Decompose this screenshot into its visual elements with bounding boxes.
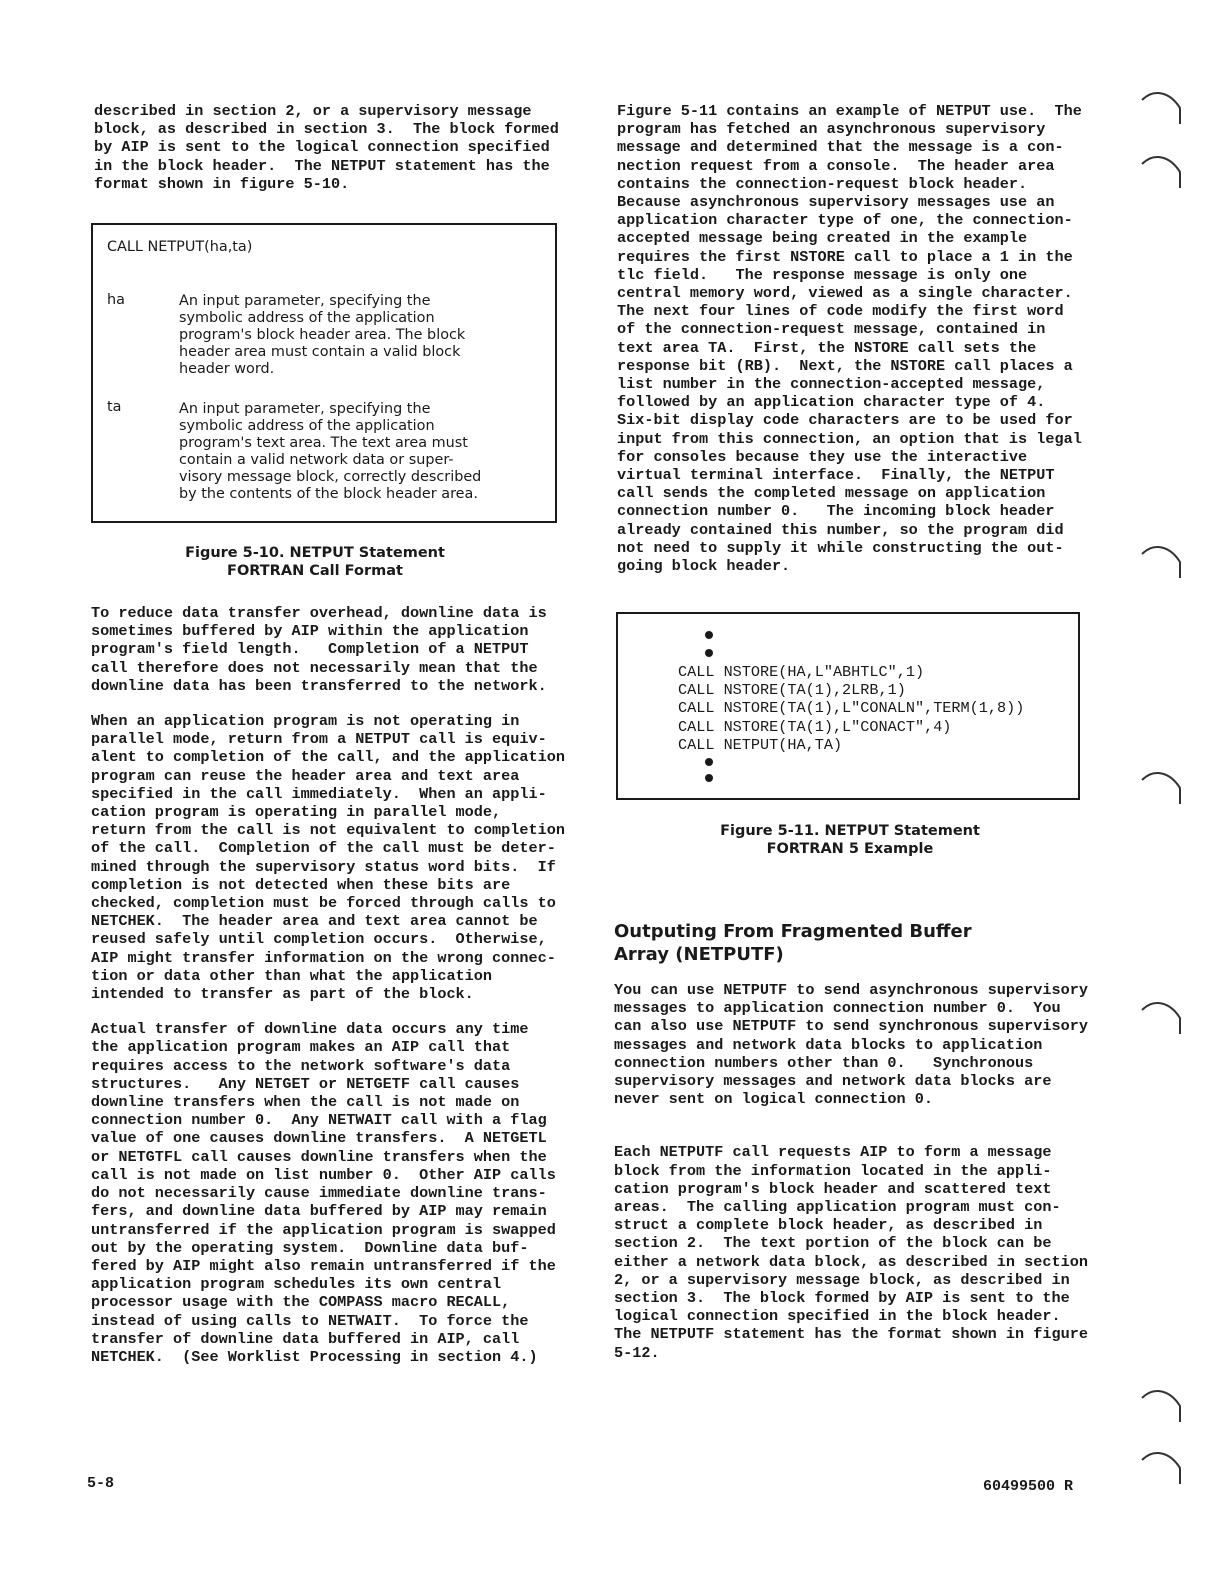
text-line: downline transfers when the call is not made on (91, 1093, 520, 1112)
text-line: parallel mode, return from a NETPUT call is equiv- (91, 730, 547, 749)
text-line: Each NETPUTF call requests AIP to form a message (614, 1143, 1052, 1162)
text-line: symbolic address of the application (179, 310, 435, 326)
text-line: value of one causes downline transfers. A NETGETL (91, 1129, 547, 1148)
text-line: The NETPUTF statement has the format shown in figure (614, 1325, 1088, 1344)
text-line: virtual terminal interface. Finally, the NETPUT (617, 466, 1055, 485)
ellipsis-dot-1 (705, 631, 713, 639)
text-line: call therefore does not necessarily mean that the (91, 658, 538, 677)
text-line: supervisory messages and network data blocks are (614, 1072, 1052, 1091)
text-line: CALL NSTORE(TA(1),L"CONALN",TERM(1,8)) (678, 699, 1025, 718)
left-paragraph-2 (91, 604, 566, 695)
text-line: contain a valid network data or super- (179, 452, 454, 468)
text-line: reused safely until completion occurs. Otherwise, (91, 930, 547, 949)
text-line: section 2. The text portion of the block can be (614, 1234, 1052, 1253)
text-line: block from the information located in the appli- (614, 1161, 1052, 1180)
text-line: header word. (179, 361, 275, 377)
text-line: NETCHEK. The header area and text area cannot be (91, 912, 538, 931)
text-line: never sent on logical connection 0. (614, 1090, 933, 1109)
left-paragraph-1 (94, 102, 564, 193)
figure-5-10-box (91, 223, 557, 523)
text-line: of the connection-request message, contained in (617, 320, 1046, 339)
text-line: checked, completion must be forced through calls to (91, 894, 556, 913)
text-line: can also use NETPUTF to send synchronous supervisory (614, 1017, 1088, 1036)
text-line: program's block header area. The block (179, 327, 466, 343)
margin-mark-icon (1140, 540, 1184, 584)
text-line: areas. The calling application program must con- (614, 1198, 1061, 1217)
text-line: connection number 0. Any NETWAIT call with a flag (91, 1111, 547, 1130)
text-line: Actual transfer of downline data occurs any time (91, 1020, 529, 1039)
figure-5-11-caption-line-2: FORTRAN 5 Example (766, 841, 934, 857)
text-line: application program schedules its own central (91, 1275, 502, 1294)
ellipsis-dot-2 (705, 649, 713, 657)
text-line: You can use NETPUTF to send asynchronous supervisory (614, 981, 1088, 999)
text-line: already contained this number, so the program did (617, 520, 1064, 539)
figure-5-10-caption-line-2: FORTRAN Call Format (227, 563, 403, 579)
page-number: 5-8 (87, 1475, 115, 1492)
section-heading (614, 920, 972, 966)
text-line: accepted message being created in the example (617, 229, 1028, 248)
text-line: header area must contain a valid block (179, 344, 461, 360)
text-line: by AIP is sent to the logical connection specified (94, 138, 550, 157)
left-column-lower (91, 604, 566, 1366)
text-line: The next four lines of code modify the first word (617, 302, 1064, 321)
right-paragraph-3 (614, 1143, 1089, 1361)
figure-5-11-caption-line-1: Figure 5-11. NETPUT Statement (720, 823, 980, 839)
text-line: requires access to the network software's data (91, 1056, 511, 1075)
text-line: logical connection specified in the block header. (614, 1307, 1061, 1326)
text-line: format shown in figure 5-10. (94, 174, 350, 193)
text-line: fered by AIP might also remain untransferred if the (91, 1256, 556, 1275)
text-line: 2, or a supervisory message block, as described in (614, 1270, 1070, 1289)
text-line: list number in the connection-accepted message, (617, 375, 1046, 394)
text-line: processor usage with the COMPASS macro RECALL, (91, 1293, 511, 1312)
text-line: NETCHEK. (See Worklist Processing in section 4.) (91, 1347, 538, 1366)
section-heading-line-1: Outputing From Fragmented Buffer (614, 921, 972, 942)
text-line: Figure 5-11 contains an example of NETPUT use. The (617, 102, 1082, 120)
ellipsis-dot-3 (705, 758, 713, 766)
text-line: tlc field. The response message is only one (617, 265, 1028, 284)
text-line: visory message block, correctly described (179, 469, 482, 485)
text-line: text area TA. First, the NSTORE call sets the (617, 338, 1037, 357)
margin-mark-icon (1140, 150, 1184, 194)
text-line: call is not made on list number 0. Other AIP calls (91, 1165, 556, 1184)
text-line: downline data has been transferred to the network. (91, 676, 547, 695)
text-line: return from the call is not equivalent to completion (91, 821, 565, 840)
figure-5-10-caption (160, 544, 470, 580)
text-line: not need to supply it while constructing the out- (617, 538, 1064, 557)
text-line: message and determined that the message is a con- (617, 138, 1064, 157)
document-number: 60499500 R (983, 1478, 1074, 1495)
text-line: out by the operating system. Downline data buf- (91, 1238, 529, 1257)
figure-5-11-box (616, 612, 1080, 800)
text-line: Six-bit display code characters are to be used for (617, 411, 1073, 430)
code-listing (678, 663, 1024, 754)
margin-mark-icon (1140, 766, 1184, 810)
text-line: mined through the supervisory status word bits. If (91, 857, 556, 876)
text-line: tion or data other than what the application (91, 966, 493, 985)
margin-mark-icon (1140, 996, 1184, 1040)
text-line: program's text area. The text area must (179, 435, 468, 451)
right-column (617, 102, 1087, 575)
text-line: alent to completion of the call, and the application (91, 748, 565, 767)
text-line: Because asynchronous supervisory messages use an (617, 193, 1055, 212)
text-line: struct a complete block header, as described in (614, 1216, 1043, 1235)
text-line: input from this connection, an option that is legal (617, 429, 1082, 448)
text-line: CALL NSTORE(HA,L"ABHTLC",1) (678, 663, 925, 681)
text-line: AIP might transfer information on the wrong connec- (91, 948, 556, 967)
figure-5-11-caption (690, 822, 1010, 858)
text-line: program's field length. Completion of a NETPUT (91, 640, 529, 659)
text-line: An input parameter, specifying the (179, 293, 431, 309)
text-line: 5-12. (614, 1343, 660, 1362)
text-line: of the call. Completion of the call must be deter- (91, 839, 556, 858)
text-line: When an application program is not operating in (91, 712, 520, 731)
text-line: sometimes buffered by AIP within the application (91, 622, 529, 641)
text-line: connection numbers other than 0. Synchronous (614, 1053, 1034, 1072)
section-heading-line-2: Array (NETPUTF) (614, 944, 784, 965)
text-line: fers, and downline data buffered by AIP may remain (91, 1202, 547, 1221)
text-line: specified in the call immediately. When an appli- (91, 784, 547, 803)
text-line: contains the connection-request block header. (617, 174, 1028, 193)
param-ta-name: ta (107, 399, 122, 415)
text-line: An input parameter, specifying the (179, 401, 431, 417)
left-paragraph-4 (91, 1020, 566, 1366)
margin-mark-icon (1140, 1446, 1184, 1490)
text-line: block, as described in section 3. The block formed (94, 120, 559, 139)
margin-mark-icon (1140, 1384, 1184, 1428)
text-line: program has fetched an asynchronous supervisory (617, 120, 1046, 139)
ellipsis-dot-4 (705, 774, 713, 782)
text-line: connection number 0. The incoming block header (617, 502, 1055, 521)
text-line: messages and network data blocks to application (614, 1035, 1043, 1054)
text-line: transfer of downline data buffered in AIP, call (91, 1329, 520, 1348)
figure-5-10-caption-line-1: Figure 5-10. NETPUT Statement (185, 545, 445, 561)
text-line: structures. Any NETGET or NETGETF call causes (91, 1074, 520, 1093)
text-line: central memory word, viewed as a single character. (617, 284, 1073, 303)
param-ha-name: ha (107, 292, 125, 308)
text-line: CALL NETPUT(HA,TA) (678, 735, 843, 754)
text-line: nection request from a console. The header area (617, 156, 1055, 175)
param-ta-description (179, 401, 481, 503)
text-line: in the block header. The NETPUT statement has the (94, 156, 550, 175)
right-paragraph-2 (614, 981, 1089, 1108)
text-line: do not necessarily cause immediate downline trans- (91, 1184, 547, 1203)
text-line: CALL NSTORE(TA(1),2LRB,1) (678, 681, 906, 700)
param-ha-description (179, 293, 465, 378)
text-line: requires the first NSTORE call to place a 1 in the (617, 247, 1073, 266)
text-line: going block header. (617, 557, 791, 576)
text-line: symbolic address of the application (179, 418, 435, 434)
text-line: for consoles because they use the interactive (617, 447, 1028, 466)
text-line: or NETGTFL call causes downline transfers when the (91, 1147, 547, 1166)
text-line: either a network data block, as described in section (614, 1252, 1088, 1271)
text-line: described in section 2, or a supervisory message (94, 102, 532, 120)
text-line: To reduce data transfer overhead, downline data is (91, 604, 547, 622)
text-line: call sends the completed message on application (617, 484, 1046, 503)
right-paragraph-1 (617, 102, 1087, 575)
netput-call-syntax: CALL NETPUT(ha,ta) (107, 239, 253, 255)
text-line: cation program is operating in parallel mode, (91, 803, 502, 822)
text-line: intended to transfer as part of the block. (91, 985, 474, 1004)
text-line: section 3. The block formed by AIP is sent to the (614, 1289, 1070, 1308)
margin-mark-icon (1140, 86, 1184, 130)
text-line: CALL NSTORE(TA(1),L"CONACT",4) (678, 717, 952, 736)
text-line: instead of using calls to NETWAIT. To force the (91, 1311, 529, 1330)
text-line: completion is not detected when these bits are (91, 875, 511, 894)
text-line: program can reuse the header area and text area (91, 766, 520, 785)
text-line: followed by an application character type of 4. (617, 393, 1046, 412)
text-line: application character type of one, the connection- (617, 211, 1073, 230)
text-line: messages to application connection number 0. You (614, 999, 1061, 1018)
text-line: untransferred if the application program is swapped (91, 1220, 556, 1239)
text-line: response bit (RB). Next, the NSTORE call places a (617, 356, 1073, 375)
text-line: the application program makes an AIP call that (91, 1038, 511, 1057)
text-line: cation program's block header and scattered text (614, 1179, 1052, 1198)
right-column-lower (614, 981, 1089, 1362)
left-paragraph-3 (91, 712, 566, 1003)
text-line: by the contents of the block header area. (179, 486, 478, 502)
left-column (94, 102, 564, 193)
